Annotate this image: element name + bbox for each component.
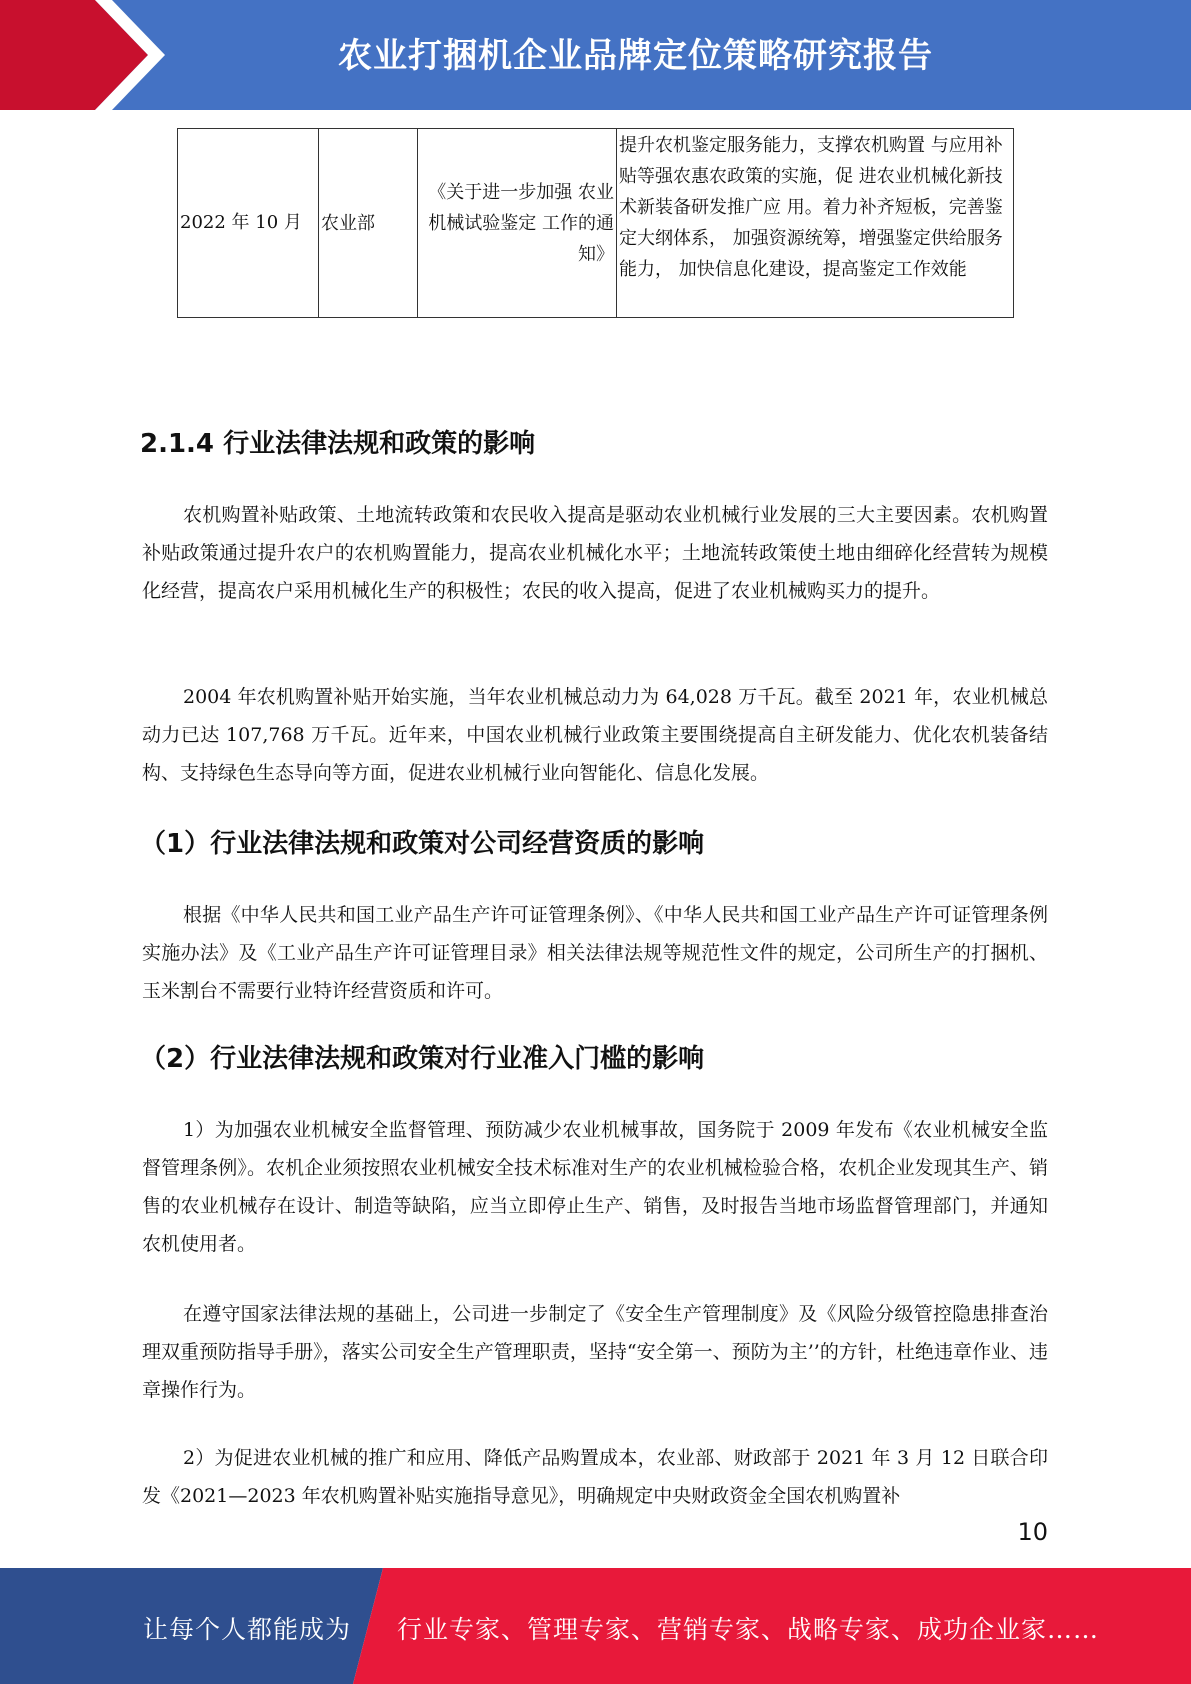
footer-slogan-right: 行业专家、管理专家、营销专家、战略专家、成功企业家…… bbox=[397, 1615, 1100, 1644]
cell-content: 提升农机鉴定服务能力，支撑农机购置 与应用补贴等强农惠农政策的实施，促 进农业机械化新技术新装备研发推广应 用。着力补齐短板，完善鉴定大纲体系， 加强资源统筹，增强鉴定供给服务能力， 加快信息化建设，提高鉴定工作效能 bbox=[617, 129, 1014, 318]
paragraph: 1）为加强农业机械安全监督管理、预防减少农业机械事故，国务院于 2009 年发布《农业机械安全监督管理条例》。农机企业须按照农业机械安全技术标准对生产的农业机械检验合格，农机企业发现其生产、销售的农业机械存在设计、制造等缺陷，应当立即停止生产、销售，及时报告当地市场监督管理部门，并通知农机使用者。 bbox=[142, 1119, 1048, 1255]
paragraph: 2004 年农机购置补贴开始实施，当年农业机械总动力为 64,028 万千瓦。截至 2021 年，农业机械总动力已达 107,768 万千瓦。近年来，中国农业机械行业政策主要围绕提高自主研发能力、优化农机装备结构、支持绿色生态导向等方面，促进农业机械行业向智能化、信息化发展。 bbox=[142, 686, 1048, 784]
page-footer bbox=[0, 1568, 1191, 1684]
paragraph: 在遵守国家法律法规的基础上，公司进一步制定了《安全生产管理制度》及《风险分级管控隐患排查治理双重预防指导手册》，落实公司安全生产管理职责，坚持“安全第一、预防为主’’的方针，杜绝违章作业、违章操作行为。 bbox=[142, 1303, 1048, 1401]
subsection-heading: （2）行业法律法规和政策对行业准入门槛的影响 bbox=[140, 1044, 705, 1074]
cell-date: 2022 年 10 月 bbox=[178, 129, 319, 318]
report-title: 农业打捆机企业品牌定位策略研究报告 bbox=[338, 36, 933, 76]
cell-document: 《关于进一步加强 农业机械试验鉴定 工作的通知》 bbox=[418, 129, 617, 318]
page-header bbox=[0, 0, 1191, 110]
table-row bbox=[178, 129, 1014, 318]
paragraph: 农机购置补贴政策、土地流转政策和农民收入提高是驱动农业机械行业发展的三大主要因素。农机购置补贴政策通过提升农户的农机购置能力，提高农业机械化水平；土地流转政策使土地由细碎化经营转为规模化经营，提高农户采用机械化生产的积极性；农民的收入提高，促进了农业机械购买力的提升。 bbox=[142, 504, 1048, 602]
policy-table bbox=[177, 128, 1014, 318]
footer-slogan-left: 让每个人都能成为 bbox=[143, 1615, 352, 1644]
page-number: 10 bbox=[1017, 1518, 1048, 1546]
cell-issuer: 农业部 bbox=[319, 129, 418, 318]
paragraph: 2）为促进农业机械的推广和应用、降低产品购置成本，农业部、财政部于 2021 年 3 月 12 日联合印发《2021—2023 年农机购置补贴实施指导意见》，明确规定中央财政资金全国农机购置补 bbox=[142, 1447, 1048, 1507]
paragraph: 根据《中华人民共和国工业产品生产许可证管理条例》、《中华人民共和国工业产品生产许可证管理条例实施办法》及《工业产品生产许可证管理目录》相关法律法规等规范性文件的规定，公司所生产的打捆机、玉米割台不需要行业特许经营资质和许可。 bbox=[142, 904, 1048, 1002]
section-heading: 2.1.4 行业法律法规和政策的影响 bbox=[140, 429, 536, 459]
subsection-heading: （1）行业法律法规和政策对公司经营资质的影响 bbox=[140, 829, 705, 859]
